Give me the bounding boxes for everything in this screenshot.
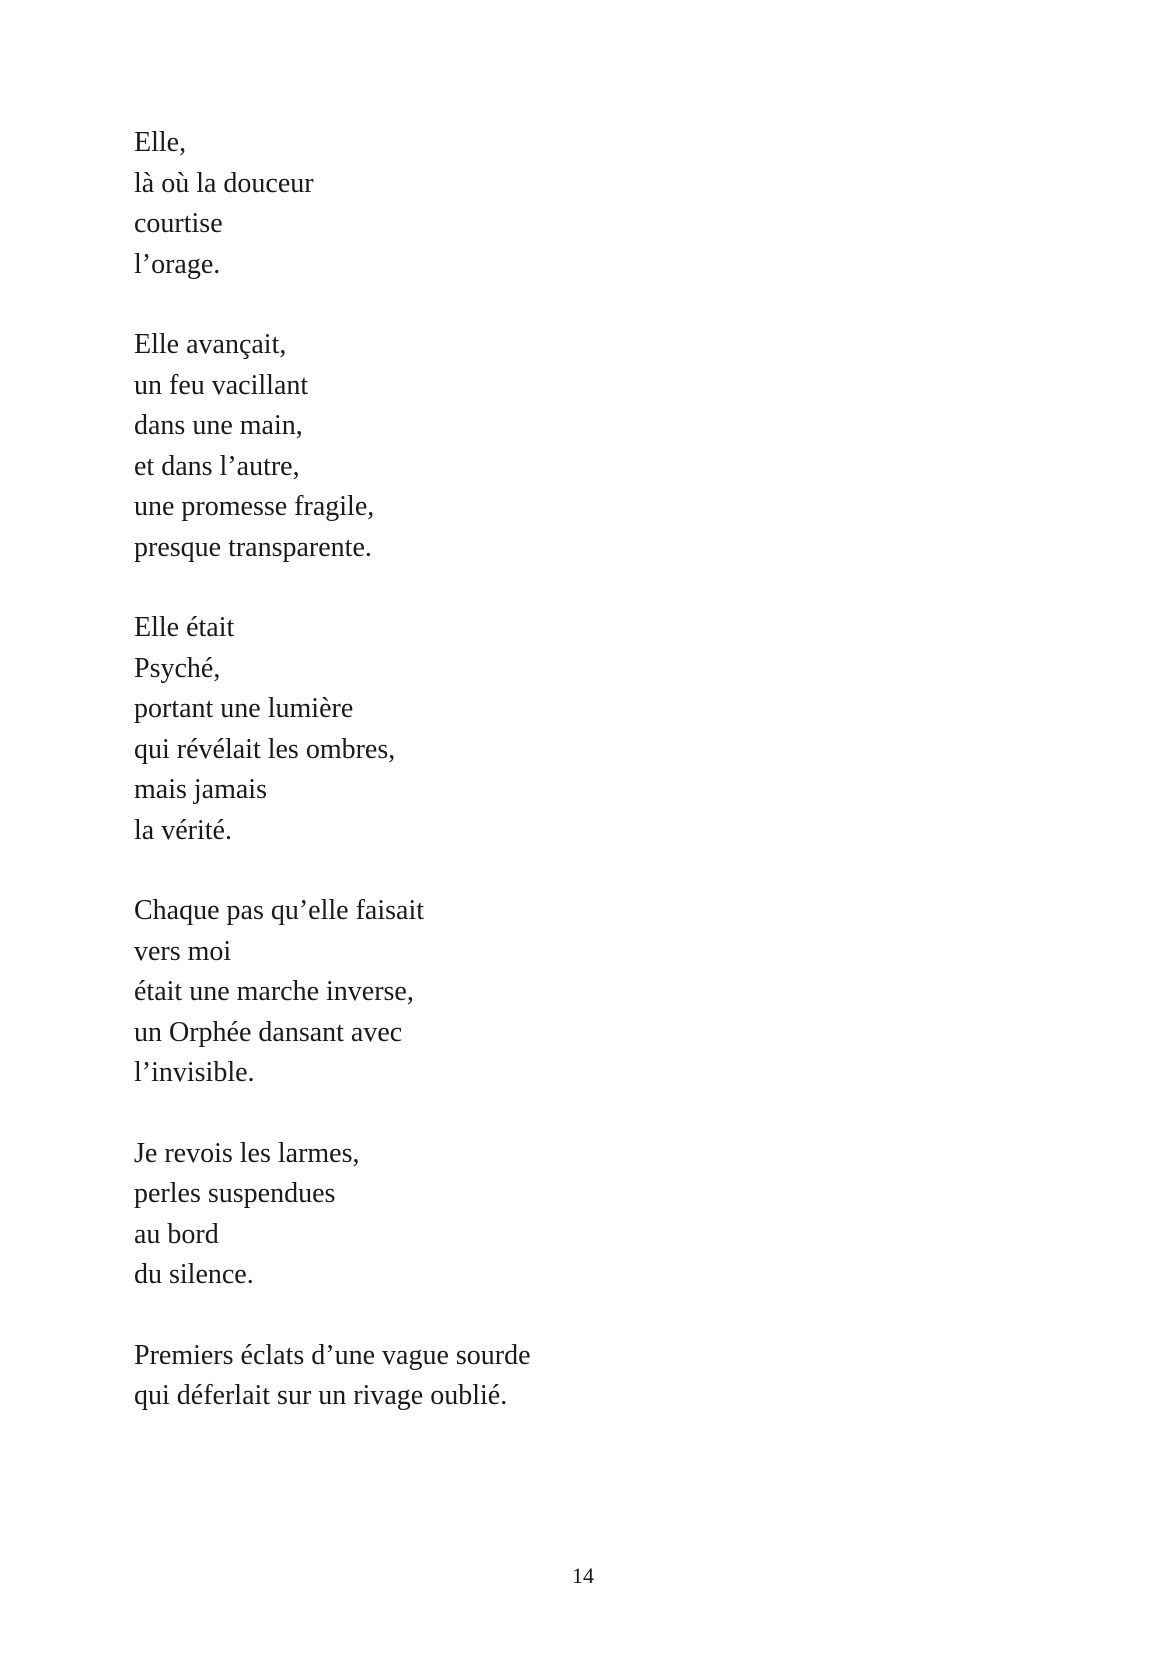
poem-line: Premiers éclats d’une vague sourde xyxy=(134,1339,531,1371)
stanza-4 xyxy=(134,891,1034,1094)
poem-line: une promesse fragile, xyxy=(134,491,375,522)
poem-line: perles suspendues xyxy=(134,1178,336,1209)
stanza-3 xyxy=(134,608,1034,851)
poem-line: Psyché, xyxy=(134,652,221,684)
poem-line: courtise xyxy=(134,208,223,239)
poem-line: et dans l’autre, xyxy=(134,450,300,482)
poem-line: portant une lumière xyxy=(134,693,354,724)
poem-line: Elle, xyxy=(134,127,187,158)
poem-line: Elle avançait, xyxy=(134,329,287,360)
poem-line: l’orage. xyxy=(134,248,221,280)
poem-line: Je revois les larmes, xyxy=(134,1137,360,1169)
poem-line: un Orphée dansant avec xyxy=(134,1016,403,1048)
poem-line: du silence. xyxy=(134,1259,254,1290)
poem-line: la vérité. xyxy=(134,814,232,846)
poem-line: presque transparente. xyxy=(134,531,372,563)
stanza-5 xyxy=(134,1134,1034,1296)
poem-line: l’invisible. xyxy=(134,1057,255,1088)
stanza-6 xyxy=(134,1336,1034,1417)
poem-line: qui déferlait sur un rivage oublié. xyxy=(134,1380,508,1411)
stanza-1 xyxy=(134,123,1034,285)
poem-body xyxy=(134,123,1034,1457)
poem-line: dans une main, xyxy=(134,410,303,441)
poem-line: un feu vacillant xyxy=(134,369,309,401)
page-number: 14 xyxy=(572,1563,594,1588)
poem-line: vers moi xyxy=(134,935,232,967)
poem-line: là où la douceur xyxy=(134,167,314,199)
poem-line: Chaque pas qu’elle faisait xyxy=(134,895,425,926)
poem-line: Elle était xyxy=(134,612,235,643)
poem-line: au bord xyxy=(134,1218,219,1250)
poem-line: était une marche inverse, xyxy=(134,976,414,1007)
poem-line: qui révélait les ombres, xyxy=(134,733,396,765)
stanza-2 xyxy=(134,325,1034,568)
poem-line: mais jamais xyxy=(134,774,267,805)
